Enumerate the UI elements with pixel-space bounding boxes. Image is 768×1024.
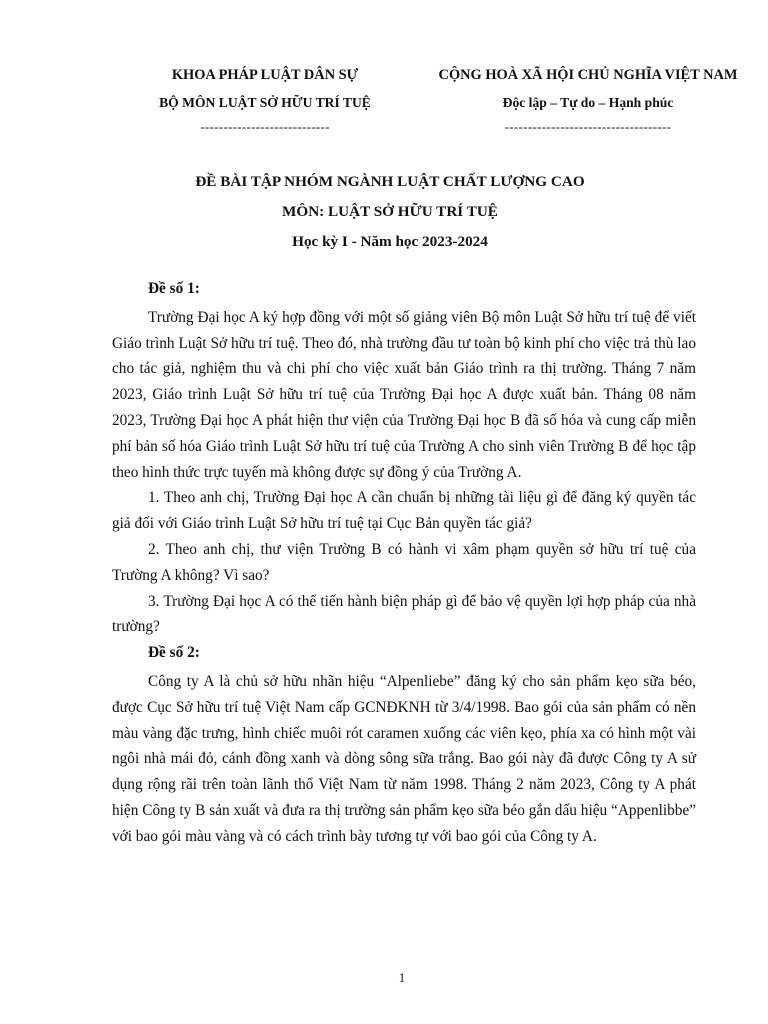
exercise-1-question-1: 1. Theo anh chị, Trường Đại học A cần chuẩn bị những tài liệu gì để đăng ký quyền tác giả đối với Giáo trình Luật Sở hữu trí tuệ tại Cục Bản quyền tác giả? xyxy=(112,489,696,533)
exercise-1-question-2: 2. Theo anh chị, thư viện Trường B có hành vi xâm phạm quyền sở hữu trí tuệ của Trường A không? Vì sao? xyxy=(112,540,696,584)
exercise-1-heading: Đề số 1: xyxy=(148,280,200,297)
document-title xyxy=(0,167,768,257)
exercise-1-paragraph: Trường Đại học A ký hợp đồng với một số giảng viên Bộ môn Luật Sở hữu trí tuệ để viết Giáo trình Luật Sở hữu trí tuệ. Theo đó, nhà trường đầu tư toàn bộ kinh phí cho việc trả thù lao cho tác giả, nghiệm thu và chi phí cho việc xuất bản Giáo trình ra thị trường. Tháng 7 năm 2023, Giáo trình Luật Sở hữu trí tuệ của Trường Đại học A được xuất bản. Tháng 08 năm 2023, Trường Đại học A phát hiện thư viện của Trường Đại học B đã số hóa và cung cấp miễn phí bản số hóa Giáo trình Luật Sở hữu trí tuệ của Trường A cho sinh viên Trường B để học tập theo hình thức trực tuyến mà không được sự đồng ý của Trường A. xyxy=(112,308,696,481)
exercise-2-paragraph: Công ty A là chủ sở hữu nhãn hiệu “Alpenliebe” đăng ký cho sản phẩm kẹo sữa béo, được Cục Sở hữu trí tuệ Việt Nam cấp GCNĐKNH từ 3/4/1998. Bao gói của sản phẩm có nền màu vàng đặc trưng, hình chiếc muôi rót caramen xuống các viên kẹo, phía xa có hình một vài ngôi nhà mái đỏ, cánh đồng xanh và dòng sông sữa trắng. Bao gói này đã được Công ty A sử dụng rộng rãi trên toàn lãnh thổ Việt Nam từ năm 1998. Tháng 2 năm 2023, Công ty A phát hiện Công ty B sản xuất và đưa ra thị trường sản phẩm kẹo sữa béo gắn dấu hiệu “Appenlibbe” với bao gói màu vàng và có cách trình bày tương tự với bao gói của Công ty A. xyxy=(112,672,696,845)
title-line-3: Học kỳ I - Năm học 2023-2024 xyxy=(292,233,488,250)
header-right xyxy=(420,62,756,138)
page-number: 1 xyxy=(398,970,406,985)
title-line-1: ĐỀ BÀI TẬP NHÓM NGÀNH LUẬT CHẤT LƯỢNG CAO xyxy=(195,173,585,190)
national-motto: Độc lập – Tự do – Hạnh phúc xyxy=(502,95,674,110)
exercise-1-question-3: 3. Trường Đại học A có thể tiến hành biện pháp gì để bảo vệ quyền lợi hợp pháp của nhà trường? xyxy=(112,592,696,636)
header-left xyxy=(122,62,408,138)
document-body xyxy=(112,276,696,850)
faculty-name: KHOA PHÁP LUẬT DÂN SỰ xyxy=(171,67,359,83)
department-name: BỘ MÔN LUẬT SỞ HỮU TRÍ TUỆ xyxy=(159,95,371,110)
exercise-2-heading: Đề số 2: xyxy=(148,644,200,662)
title-line-2: MÔN: LUẬT SỞ HỮU TRÍ TUỆ xyxy=(282,203,498,220)
national-title: CỘNG HOÀ XÃ HỘI CHỦ NGHĨA VIỆT NAM xyxy=(438,67,738,83)
header-left-divider: ---------------------------- xyxy=(200,119,330,134)
header-right-divider: ------------------------------------ xyxy=(504,119,672,134)
